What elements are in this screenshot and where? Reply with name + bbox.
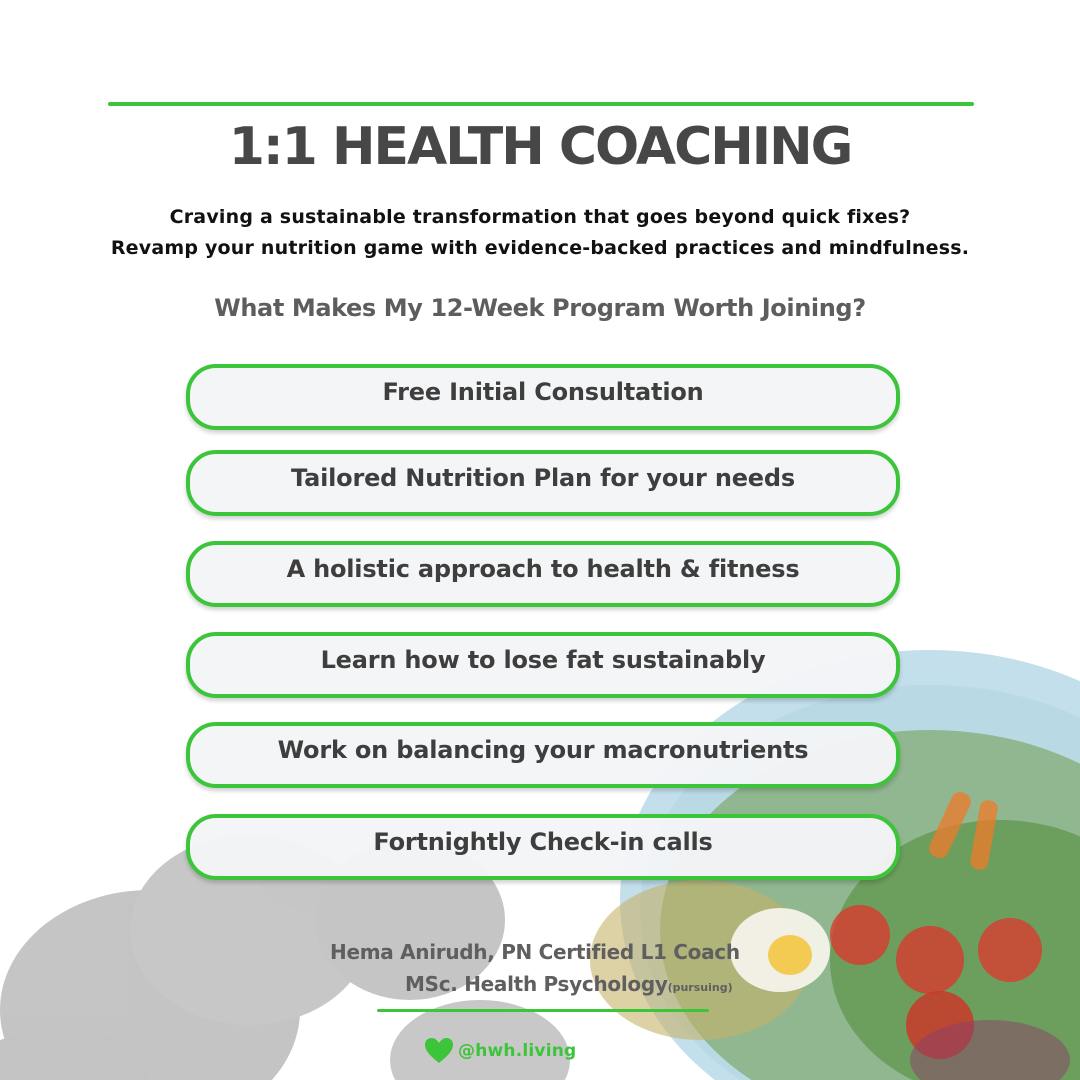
feature-label: Tailored Nutrition Plan for your needs (291, 464, 795, 492)
feature-label: Work on balancing your macronutrients (277, 736, 809, 764)
feature-label: A holistic approach to health & fitness (286, 555, 800, 583)
feature-item (186, 364, 900, 430)
program-question: What Makes My 12-Week Program Worth Joining? (214, 294, 866, 322)
feature-label: Free Initial Consultation (382, 378, 704, 406)
coach-name: Hema Anirudh, PN Certified L1 Coach (330, 940, 740, 964)
feature-label: Learn how to lose fat sustainably (320, 646, 766, 674)
feature-item (186, 541, 900, 607)
handle-text: @hwh.living (458, 1041, 577, 1061)
degree-note: (pursuing) (667, 981, 733, 994)
feature-item (186, 450, 900, 516)
feature-label: Fortnightly Check-in calls (373, 828, 713, 856)
page-title: 1:1 HEALTH COACHING (228, 117, 852, 177)
coach-degree (405, 972, 733, 996)
intro-text (0, 202, 1080, 264)
intro-line: Revamp your nutrition game with evidence-backed practices and mindfulness. (110, 237, 970, 259)
intro-line: Craving a sustainable transformation that goes beyond quick fixes? (169, 206, 911, 228)
heart-icon (424, 1036, 454, 1066)
feature-item (186, 632, 900, 698)
degree-text: MSc. Health Psychology (405, 972, 668, 996)
bottom-divider (377, 1009, 709, 1012)
feature-item (186, 814, 900, 880)
feature-item (186, 722, 900, 788)
top-divider (108, 102, 974, 106)
social-handle[interactable] (424, 1036, 576, 1066)
